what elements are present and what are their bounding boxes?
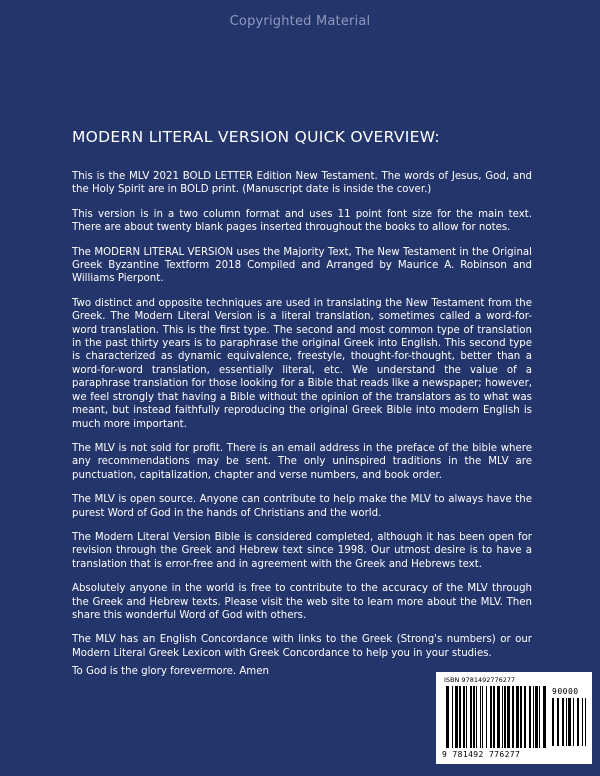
paragraph-contribute: Absolutely anyone in the world is free to contribute to the accuracy of the MLV through the Greek and Hebrew texts. Please visit the web site to learn more about the MLV. Then share this wonderful Word of God with others. bbox=[72, 583, 532, 621]
overview-body bbox=[72, 170, 532, 671]
price-barcode-bars bbox=[552, 698, 586, 746]
barcode-number: 9 781492 776277 bbox=[442, 750, 521, 759]
closing-line: To God is the glory forevermore. Amen bbox=[72, 666, 269, 677]
paragraph-edition: This is the MLV 2021 BOLD LETTER Edition New Testament. The words of Jesus, God, and the Holy Spirit are in BOLD print. (Manuscript date is inside the cover.) bbox=[72, 171, 532, 196]
copyright-watermark: Copyrighted Material bbox=[229, 14, 371, 29]
paragraph-open-source: The MLV is open source. Anyone can contribute to help make the MLV to always have the purest Word of God in the hands of Christians and the world. bbox=[72, 494, 532, 519]
isbn-label: ISBN 9781492776277 bbox=[444, 676, 516, 684]
overview-heading: MODERN LITERAL VERSION QUICK OVERVIEW: bbox=[72, 128, 440, 146]
price-code: 90000 bbox=[552, 687, 579, 696]
barcode-bars bbox=[446, 686, 546, 748]
paragraph-concordance: The MLV has an English Concordance with links to the Greek (Strong's numbers) or our Modern Literal Greek Lexicon with Greek Concordance to help you in your studies. bbox=[72, 634, 532, 659]
paragraph-source-text: The MODERN LITERAL VERSION uses the Majority Text, The New Testament in the Original Greek Byzantine Textform 2018 Compiled and Arranged by Maurice A. Robinson and Williams Pierpont. bbox=[72, 246, 532, 285]
paragraph-not-for-profit: The MLV is not sold for profit. There is an email address in the preface of the bible where any recommendations may be sent. The only uninspired traditions in the MLV are punctuation, capitalization, chapter and verse numbers, and book order. bbox=[72, 442, 532, 481]
paragraph-completion: The Modern Literal Version Bible is considered completed, although it has been open for revision through the Greek and Hebrew text since 1998. Our utmost desire is to have a translation that is error-free and in agreement with the Greek and Hebrews text. bbox=[72, 531, 532, 570]
paragraph-translation-techniques: Two distinct and opposite techniques are used in translating the New Testament from the Greek. The Modern Literal Version is a literal translation, sometimes called a word-for-word translation. This is the first type. The second and most common type of translation in the past thirty years is to paraphrase the original Greek into English. This second type is characterized as dynamic equivalence, freestyle, thought-for-thought, better than a word-for-word translation, essentially literal, etc. We understand the value of a paraphrase translation for those looking for a Bible that reads like a newspaper; however, we feel strongly that having a Bible without the opinion of the translators as to what was meant, but instead faithfully reproducing the original Greek Bible into modern English is much more important. bbox=[72, 297, 532, 430]
isbn-barcode bbox=[436, 672, 592, 764]
paragraph-format: This version is in a two column format and uses 11 point font size for the main text. There are about twenty blank pages inserted throughout the books to allow for notes. bbox=[72, 208, 532, 234]
